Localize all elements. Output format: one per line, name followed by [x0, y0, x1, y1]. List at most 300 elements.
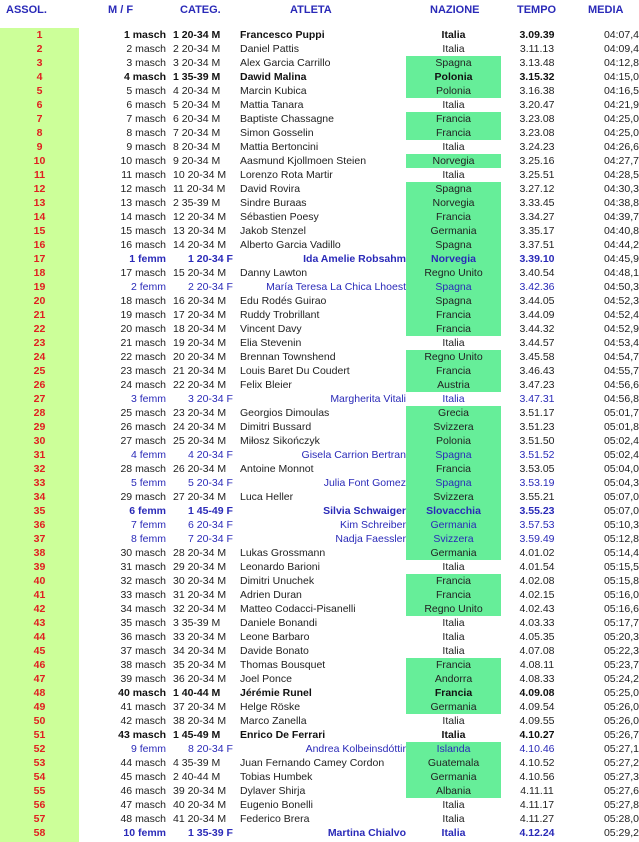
gender-rank-cell: 7 femm — [130, 519, 166, 531]
time-cell: 4.12.24 — [519, 827, 555, 839]
nation-cell: Polonia — [406, 70, 501, 84]
nation-cell: Francia — [406, 574, 501, 588]
position-cell: 32 — [33, 463, 46, 475]
position-cell: 56 — [33, 799, 46, 811]
category-cell: 3 20-34 M — [173, 57, 221, 69]
table-row — [0, 224, 639, 238]
gender-rank-cell: 17 masch — [120, 267, 166, 279]
position-cell: 23 — [33, 337, 46, 349]
time-cell: 3.37.51 — [519, 239, 555, 251]
gender-rank-cell: 29 masch — [120, 491, 166, 503]
table-row — [0, 98, 639, 112]
pace-cell: 04:52,4 — [603, 309, 639, 321]
pace-cell: 05:15,5 — [603, 561, 639, 573]
gender-rank-cell: 30 masch — [120, 547, 166, 559]
nation-cell: Italia — [442, 393, 465, 405]
position-cell: 46 — [33, 659, 46, 671]
time-cell: 3.16.38 — [519, 85, 555, 97]
athlete-name-cell: Louis Baret Du Coudert — [240, 365, 350, 377]
time-cell: 3.55.21 — [519, 491, 555, 503]
position-cell: 1 — [36, 29, 43, 41]
time-cell: 3.55.23 — [519, 505, 555, 517]
gender-rank-cell: 5 femm — [130, 477, 166, 489]
pace-cell: 04:52,3 — [603, 295, 639, 307]
pace-cell: 05:22,3 — [603, 645, 639, 657]
nation-cell: Francia — [406, 126, 501, 140]
table-row — [0, 266, 639, 280]
nation-cell: Spagna — [406, 182, 501, 196]
pace-cell: 04:44,2 — [603, 239, 639, 251]
time-cell: 3.25.51 — [519, 169, 555, 181]
pace-cell: 05:27,2 — [603, 757, 639, 769]
nation-cell: Svizzera — [406, 420, 501, 434]
table-row — [0, 630, 639, 644]
time-cell: 3.20.47 — [519, 99, 555, 111]
category-cell: 26 20-34 M — [173, 463, 227, 475]
pace-cell: 04:48,1 — [603, 267, 639, 279]
pace-cell: 04:21,9 — [603, 99, 639, 111]
pace-cell: 04:25,0 — [603, 113, 639, 125]
nation-cell: Regno Unito — [406, 350, 501, 364]
athlete-name-cell: Sébastien Poesy — [240, 211, 319, 223]
athlete-name-cell: Dawid Malina — [240, 71, 307, 83]
nation-cell: Italia — [442, 141, 465, 153]
time-cell: 4.02.15 — [519, 589, 555, 601]
position-cell: 35 — [33, 505, 46, 517]
position-cell: 7 — [36, 113, 43, 125]
position-cell: 37 — [33, 533, 46, 545]
time-cell: 4.03.33 — [519, 617, 555, 629]
pace-cell: 04:38,8 — [603, 197, 639, 209]
category-cell: 1 20-34 M — [173, 29, 221, 41]
table-row — [0, 294, 639, 308]
time-cell: 4.11.17 — [519, 799, 555, 811]
position-cell: 17 — [33, 253, 46, 265]
pace-cell: 04:52,9 — [603, 323, 639, 335]
athlete-name-cell: Ida Amelie Robsahm — [303, 253, 406, 265]
table-row — [0, 700, 639, 714]
gender-rank-cell: 5 masch — [126, 85, 166, 97]
nation-cell: Italia — [442, 813, 465, 825]
time-cell: 3.40.54 — [519, 267, 555, 279]
table-row — [0, 364, 639, 378]
nation-cell: Francia — [406, 112, 501, 126]
gender-rank-cell: 22 masch — [120, 351, 166, 363]
nation-cell: Germania — [406, 518, 501, 532]
athlete-name-cell: Luca Heller — [240, 491, 294, 503]
pace-cell: 04:40,8 — [603, 225, 639, 237]
gender-rank-cell: 37 masch — [120, 645, 166, 657]
pace-cell: 05:27,1 — [603, 743, 639, 755]
category-cell: 6 20-34 M — [173, 113, 221, 125]
table-row — [0, 714, 639, 728]
position-cell: 31 — [33, 449, 46, 461]
nation-cell: Guatemala — [406, 756, 501, 770]
table-row — [0, 462, 639, 476]
table-row — [0, 504, 639, 518]
table-row — [0, 448, 639, 462]
table-row — [0, 350, 639, 364]
pace-cell: 04:54,7 — [603, 351, 639, 363]
nation-cell: Andorra — [406, 672, 501, 686]
pace-cell: 05:16,0 — [603, 589, 639, 601]
time-cell: 3.44.32 — [519, 323, 555, 335]
table-row — [0, 546, 639, 560]
nation-cell: Francia — [406, 686, 501, 700]
nation-cell: Norvegia — [406, 154, 501, 168]
header-assol: ASSOL. — [6, 4, 47, 16]
table-row — [0, 168, 639, 182]
pace-cell: 05:04,0 — [603, 463, 639, 475]
pace-cell: 04:39,7 — [603, 211, 639, 223]
gender-rank-cell: 10 masch — [120, 155, 166, 167]
position-cell: 26 — [33, 379, 46, 391]
table-row — [0, 686, 639, 700]
table-row — [0, 420, 639, 434]
category-cell: 14 20-34 M — [173, 239, 227, 251]
pace-cell: 05:29,2 — [603, 827, 639, 839]
pace-cell: 04:27,7 — [603, 155, 639, 167]
time-cell: 4.10.27 — [519, 729, 555, 741]
athlete-name-cell: Martina Chialvo — [327, 827, 406, 839]
gender-rank-cell: 14 masch — [120, 211, 166, 223]
category-cell: 2 40-44 M — [173, 771, 221, 783]
position-cell: 47 — [33, 673, 46, 685]
table-row — [0, 770, 639, 784]
time-cell: 3.39.10 — [519, 253, 555, 265]
table-row — [0, 322, 639, 336]
category-cell: 24 20-34 M — [173, 421, 227, 433]
time-cell: 3.57.53 — [519, 519, 555, 531]
table-row — [0, 126, 639, 140]
category-cell: 30 20-34 M — [173, 575, 227, 587]
pace-cell: 04:53,4 — [603, 337, 639, 349]
athlete-name-cell: Miłosz Sikończyk — [240, 435, 320, 447]
nation-cell: Italia — [442, 715, 465, 727]
category-cell: 21 20-34 M — [173, 365, 227, 377]
pace-cell: 05:20,3 — [603, 631, 639, 643]
table-row — [0, 560, 639, 574]
athlete-name-cell: Francesco Puppi — [240, 29, 325, 41]
nation-cell: Slovacchia — [406, 504, 501, 518]
nation-cell: Spagna — [406, 294, 501, 308]
pace-cell: 04:12,8 — [603, 57, 639, 69]
position-cell: 5 — [36, 85, 43, 97]
category-cell: 1 45-49 F — [188, 505, 233, 517]
athlete-name-cell: Dimitri Bussard — [240, 421, 312, 433]
nation-cell: Germania — [406, 770, 501, 784]
nation-cell: Italia — [442, 617, 465, 629]
category-cell: 32 20-34 M — [173, 603, 227, 615]
pace-cell: 05:10,3 — [603, 519, 639, 531]
nation-cell: Germania — [406, 224, 501, 238]
category-cell: 3 20-34 F — [188, 393, 233, 405]
position-cell: 25 — [33, 365, 46, 377]
time-cell: 3.47.23 — [519, 379, 555, 391]
nation-cell: Italia — [441, 827, 466, 839]
nation-cell: Regno Unito — [406, 602, 501, 616]
athlete-name-cell: Edu Rodés Guirao — [240, 295, 327, 307]
time-cell: 3.11.13 — [519, 43, 555, 55]
athlete-name-cell: Gisela Carrion Bertran — [301, 449, 406, 461]
athlete-name-cell: Lukas Grossmann — [240, 547, 326, 559]
nation-cell: Francia — [406, 322, 501, 336]
time-cell: 3.23.08 — [519, 127, 555, 139]
position-cell: 24 — [33, 351, 46, 363]
position-cell: 20 — [33, 295, 46, 307]
athlete-name-cell: Antoine Monnot — [240, 463, 314, 475]
pace-cell: 04:07,4 — [603, 29, 639, 41]
athlete-name-cell: Joel Ponce — [240, 673, 292, 685]
pace-cell: 05:02,4 — [603, 435, 639, 447]
table-row — [0, 798, 639, 812]
athlete-name-cell: Lorenzo Rota Martir — [240, 169, 333, 181]
pace-cell: 05:28,0 — [603, 813, 639, 825]
table-row — [0, 70, 639, 84]
time-cell: 4.10.52 — [519, 757, 555, 769]
category-cell: 10 20-34 M — [173, 169, 227, 181]
gender-rank-cell: 43 masch — [118, 729, 166, 741]
position-cell: 48 — [33, 687, 46, 699]
table-row — [0, 406, 639, 420]
category-cell: 11 20-34 M — [173, 183, 226, 195]
time-cell: 4.05.35 — [519, 631, 555, 643]
table-row — [0, 182, 639, 196]
pace-cell: 05:04,3 — [603, 477, 639, 489]
category-cell: 41 20-34 M — [173, 813, 227, 825]
time-cell: 4.11.11 — [520, 785, 554, 797]
nation-cell: Polonia — [406, 84, 501, 98]
category-cell: 12 20-34 M — [173, 211, 227, 223]
position-cell: 2 — [36, 43, 43, 55]
nation-cell: Italia — [442, 99, 465, 111]
time-cell: 3.23.08 — [519, 113, 555, 125]
header-tempo: TEMPO — [517, 4, 557, 16]
nation-cell: Austria — [406, 378, 501, 392]
gender-rank-cell: 42 masch — [120, 715, 166, 727]
position-cell: 14 — [33, 211, 46, 223]
gender-rank-cell: 1 femm — [129, 253, 166, 265]
pace-cell: 05:25,0 — [603, 687, 639, 699]
nation-cell: Francia — [406, 308, 501, 322]
category-cell: 19 20-34 M — [173, 337, 227, 349]
nation-cell: Islanda — [406, 742, 501, 756]
pace-cell: 05:26,0 — [603, 701, 639, 713]
athlete-name-cell: Matteo Codacci-Pisanelli — [240, 603, 356, 615]
position-cell: 33 — [33, 477, 46, 489]
time-cell: 3.59.49 — [519, 533, 555, 545]
nation-cell: Spagna — [406, 238, 501, 252]
athlete-name-cell: Thomas Bousquet — [240, 659, 326, 671]
time-cell: 3.35.17 — [519, 225, 555, 237]
position-cell: 55 — [33, 785, 46, 797]
time-cell: 4.08.33 — [519, 673, 555, 685]
position-cell: 27 — [33, 393, 46, 405]
gender-rank-cell: 9 femm — [130, 743, 166, 755]
table-row — [0, 196, 639, 210]
nation-cell: Italia — [442, 337, 465, 349]
position-cell: 49 — [33, 701, 46, 713]
gender-rank-cell: 19 masch — [120, 309, 166, 321]
athlete-name-cell: Dimitri Unuchek — [240, 575, 315, 587]
category-cell: 22 20-34 M — [173, 379, 227, 391]
position-cell: 54 — [33, 771, 46, 783]
gender-rank-cell: 32 masch — [120, 575, 166, 587]
athlete-name-cell: Jakob Stenzel — [240, 225, 306, 237]
athlete-name-cell: Adrien Duran — [240, 589, 302, 601]
gender-rank-cell: 8 masch — [126, 127, 166, 139]
athlete-name-cell: Julia Font Gomez — [323, 477, 406, 489]
pace-cell: 05:27,6 — [603, 785, 639, 797]
position-cell: 57 — [33, 813, 46, 825]
athlete-name-cell: Mattia Bertoncini — [240, 141, 319, 153]
athlete-name-cell: Leonardo Barioni — [240, 561, 320, 573]
pace-cell: 04:26,6 — [603, 141, 639, 153]
athlete-name-cell: Felix Bleier — [240, 379, 292, 391]
athlete-name-cell: Alberto Garcia Vadillo — [240, 239, 341, 251]
athlete-name-cell: Georgios Dimoulas — [240, 407, 330, 419]
results-table — [0, 28, 639, 840]
athlete-name-cell: David Rovira — [240, 183, 301, 195]
table-header — [0, 0, 639, 30]
pace-cell: 04:56,6 — [603, 379, 639, 391]
gender-rank-cell: 33 masch — [120, 589, 166, 601]
pace-cell: 05:01,8 — [603, 421, 639, 433]
time-cell: 3.51.52 — [519, 449, 555, 461]
position-cell: 44 — [33, 631, 46, 643]
position-cell: 39 — [33, 561, 46, 573]
athlete-name-cell: Elia Stevenin — [240, 337, 302, 349]
category-cell: 4 20-34 F — [188, 449, 233, 461]
table-row — [0, 154, 639, 168]
position-cell: 21 — [33, 309, 46, 321]
gender-rank-cell: 40 masch — [118, 687, 166, 699]
athlete-name-cell: María Teresa La Chica Lhoest — [266, 281, 406, 293]
category-cell: 3 35-39 M — [173, 617, 221, 629]
nation-cell: Grecia — [406, 406, 501, 420]
category-cell: 1 35-39 F — [188, 827, 233, 839]
table-row — [0, 588, 639, 602]
nation-cell: Francia — [406, 210, 501, 224]
athlete-name-cell: Nadja Faessler — [335, 533, 406, 545]
category-cell: 7 20-34 M — [173, 127, 221, 139]
athlete-name-cell: Andrea Kolbeinsdóttir — [305, 743, 406, 755]
gender-rank-cell: 1 masch — [123, 29, 166, 41]
category-cell: 36 20-34 M — [173, 673, 227, 685]
gender-rank-cell: 11 masch — [121, 169, 166, 181]
position-cell: 11 — [33, 169, 46, 181]
category-cell: 23 20-34 M — [173, 407, 227, 419]
table-row — [0, 28, 639, 42]
time-cell: 4.02.08 — [519, 575, 555, 587]
table-row — [0, 756, 639, 770]
nation-cell: Italia — [442, 799, 465, 811]
gender-rank-cell: 12 masch — [120, 183, 166, 195]
athlete-name-cell: Davide Bonato — [240, 645, 309, 657]
gender-rank-cell: 13 masch — [120, 197, 166, 209]
category-cell: 29 20-34 M — [173, 561, 227, 573]
pace-cell: 05:14,4 — [603, 547, 639, 559]
athlete-name-cell: Danny Lawton — [240, 267, 308, 279]
nation-cell: Spagna — [406, 56, 501, 70]
position-cell: 3 — [36, 57, 43, 69]
nation-cell: Italia — [442, 645, 465, 657]
athlete-name-cell: Eugenio Bonelli — [240, 799, 313, 811]
position-cell: 40 — [33, 575, 46, 587]
gender-rank-cell: 20 masch — [120, 323, 166, 335]
gender-rank-cell: 8 femm — [130, 533, 166, 545]
table-row — [0, 392, 639, 406]
pace-cell: 05:24,2 — [603, 673, 639, 685]
pace-cell: 04:28,5 — [603, 169, 639, 181]
athlete-name-cell: Federico Brera — [240, 813, 310, 825]
table-row — [0, 476, 639, 490]
category-cell: 31 20-34 M — [173, 589, 227, 601]
nation-cell: Spagna — [406, 448, 501, 462]
table-row — [0, 280, 639, 294]
time-cell: 4.02.43 — [519, 603, 555, 615]
pace-cell: 05:27,3 — [603, 771, 639, 783]
table-row — [0, 574, 639, 588]
athlete-name-cell: Juan Fernando Camey Cordon — [240, 757, 385, 769]
table-row — [0, 336, 639, 350]
nation-cell: Francia — [406, 658, 501, 672]
gender-rank-cell: 6 femm — [129, 505, 166, 517]
pace-cell: 05:27,8 — [603, 799, 639, 811]
position-cell: 36 — [33, 519, 46, 531]
pace-cell: 04:50,3 — [603, 281, 639, 293]
time-cell: 4.09.08 — [519, 687, 555, 699]
table-row — [0, 42, 639, 56]
table-row — [0, 742, 639, 756]
table-row — [0, 826, 639, 840]
gender-rank-cell: 31 masch — [120, 561, 166, 573]
athlete-name-cell: Baptiste Chassagne — [240, 113, 334, 125]
pace-cell: 04:45,9 — [603, 253, 639, 265]
nation-cell: Italia — [442, 169, 465, 181]
category-cell: 37 20-34 M — [173, 701, 227, 713]
pace-cell: 05:07,0 — [603, 491, 639, 503]
pace-cell: 04:15,0 — [603, 71, 639, 83]
gender-rank-cell: 46 masch — [120, 785, 166, 797]
table-row — [0, 532, 639, 546]
gender-rank-cell: 3 masch — [126, 57, 166, 69]
gender-rank-cell: 10 femm — [123, 827, 166, 839]
table-row — [0, 784, 639, 798]
category-cell: 40 20-34 M — [173, 799, 227, 811]
nation-cell: Spagna — [406, 476, 501, 490]
gender-rank-cell: 6 masch — [126, 99, 166, 111]
table-row — [0, 238, 639, 252]
athlete-name-cell: Marco Zanella — [240, 715, 307, 727]
table-row — [0, 378, 639, 392]
position-cell: 43 — [33, 617, 46, 629]
nation-cell: Italia — [442, 631, 465, 643]
time-cell: 3.42.36 — [519, 281, 555, 293]
nation-cell: Svizzera — [406, 532, 501, 546]
position-cell: 19 — [33, 281, 46, 293]
category-cell: 39 20-34 M — [173, 785, 227, 797]
gender-rank-cell: 28 masch — [120, 463, 166, 475]
table-row — [0, 140, 639, 154]
category-cell: 8 20-34 M — [173, 141, 221, 153]
athlete-name-cell: Simon Gosselin — [240, 127, 314, 139]
pace-cell: 05:15,8 — [603, 575, 639, 587]
nation-cell: Francia — [406, 588, 501, 602]
position-cell: 52 — [33, 743, 46, 755]
gender-rank-cell: 2 femm — [130, 281, 166, 293]
nation-cell: Italia — [441, 29, 466, 41]
